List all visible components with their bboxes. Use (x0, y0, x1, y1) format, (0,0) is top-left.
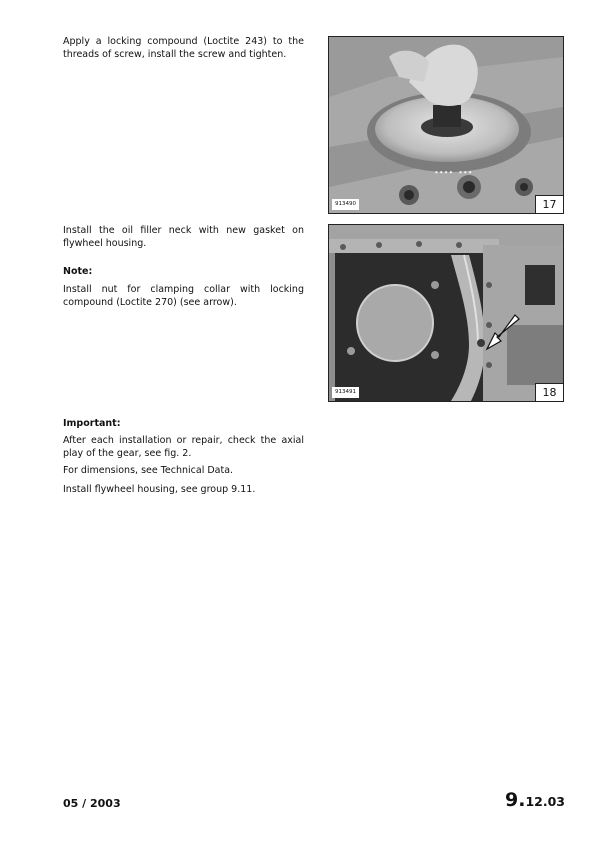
note-text: Install nut for clamping collar with locking compound (Loctite 270) (see arrow). (63, 284, 304, 308)
figure-17-code: 913490 (332, 199, 359, 210)
figure-17-number: 17 (535, 195, 564, 214)
important-line-1: After each installation or repair, check the axial play of the gear, see fig. 2. (63, 435, 304, 459)
note-heading: Note: (63, 266, 93, 277)
important-heading: Important: (63, 418, 121, 429)
section-number-minor: 12.03 (525, 794, 565, 809)
section-number-major: 9. (505, 789, 526, 811)
footer-date: 05 / 2003 (63, 797, 121, 810)
figure-18-photo (328, 224, 564, 402)
important-line-3: Install flywheel housing, see group 9.11. (63, 484, 256, 495)
step-17-instruction: Apply a locking compound (Loctite 243) to the threads of screw, install the screw and tighten. (63, 36, 304, 60)
figure-18-number: 18 (535, 383, 564, 402)
figure-17-photo (328, 36, 564, 214)
figure-17-illustration (329, 37, 563, 213)
figure-18-code: 913491 (332, 387, 359, 398)
section-number (505, 789, 565, 811)
important-line-2: For dimensions, see Technical Data. (63, 465, 234, 476)
engraved-marking: ∙∙∙∙ ∙∙∙ (434, 168, 473, 177)
figure-18-illustration (329, 225, 563, 401)
step-18-instruction: Install the oil filler neck with new gasket on flywheel housing. (63, 225, 304, 249)
